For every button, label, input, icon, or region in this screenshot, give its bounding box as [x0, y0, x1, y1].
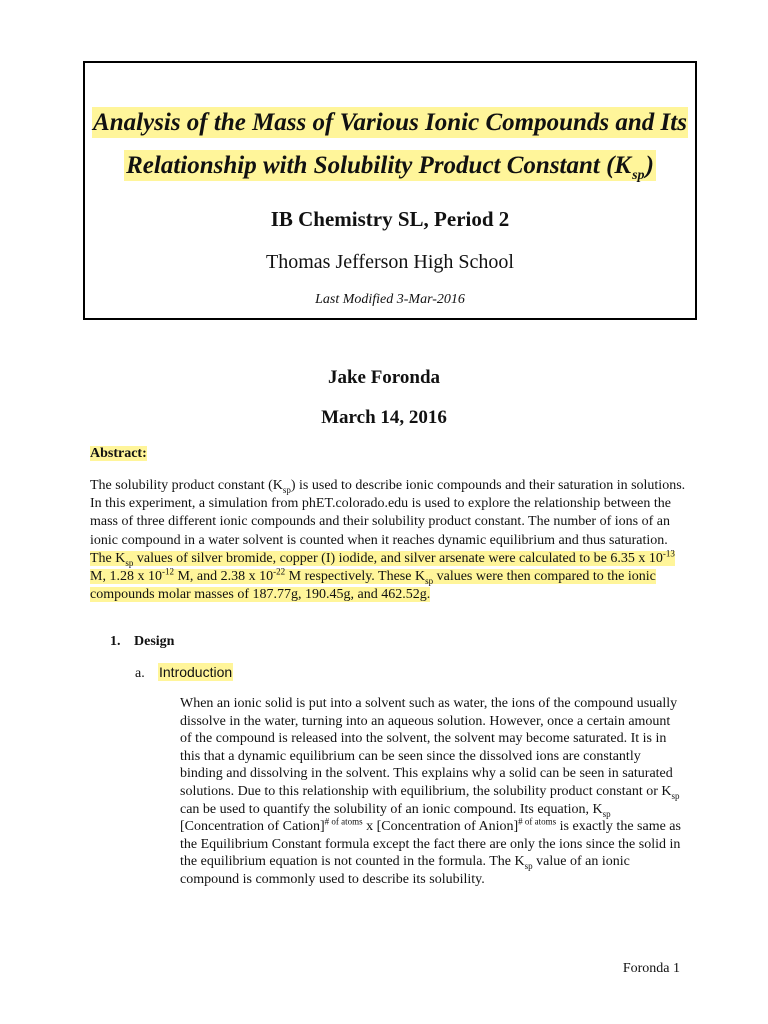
ksp-sub: sp	[671, 790, 680, 801]
hl-text-3: M, 1.28 x 10	[90, 569, 162, 585]
ksp-sub: sp	[125, 557, 134, 568]
title-box	[83, 61, 697, 320]
atoms-sup: # of atoms	[518, 816, 557, 827]
author-name: Jake Foronda	[327, 367, 441, 388]
exp-3: -22	[273, 566, 286, 577]
hl-text-1: The K	[90, 550, 126, 566]
intro-text-1: When an ionic solid is put into a solvent such as water, the ions of the compound usually dissolve in the water, turning into an aqueous solution. However, once a certain amount of the compound is released into the solvent, the solvent may become saturated. It is in this that a dynamic equilibrium can be seen since the dissolved ions are constantly binding and dissolving in the solvent. This explains why a solid can be seen in saturated solutions. Due to this relationship with equilibrium, the solubility product constant or K	[180, 696, 678, 799]
section-title: Design	[134, 634, 175, 649]
abstract-text-2: ) is used to describe ionic compounds and their saturation in solutions. In this experiment, a simulation from phET.colorado.edu is used to explore the relationship between the mass of three different ionic compounds and their solubility product constant. The number of ions of an ionic compound in a water solvent is counted when it reaches dynamic equilibrium and thus saturation.	[90, 478, 686, 548]
ksp-sub: sp	[602, 808, 611, 819]
title-text-1: Analysis of the Mass of Various Ionic Compounds and Its	[93, 109, 687, 136]
abstract-body	[90, 477, 690, 604]
abstract-heading	[90, 446, 147, 462]
report-date: March 14, 2016	[321, 407, 447, 428]
intro-text-4: x [Concentration of Anion]	[362, 819, 519, 835]
title-line-2	[85, 151, 695, 181]
ksp-sub: sp	[282, 484, 291, 495]
intro-text-3: [Concentration of Cation]	[180, 819, 325, 835]
intro-text-5: is exactly the same as the Equilibrium Constant formula except the fact there are only the ions since the solid in the equilibrium equation is not counted in the formula. The K	[180, 819, 681, 870]
title-line2-post: )	[645, 152, 654, 179]
intro-text-2: can be used to quantify the solubility of an ionic compound. Its equation, K	[180, 801, 603, 817]
page-footer: Foronda 1	[622, 961, 680, 976]
last-modified: Last Modified 3-Mar-2016	[315, 292, 465, 307]
exp-1: -13	[662, 548, 675, 559]
abstract-heading-text: Abstract:	[90, 446, 147, 461]
abstract-highlight	[90, 548, 675, 603]
school-name: Thomas Jefferson High School	[266, 251, 514, 273]
introduction-body	[180, 695, 685, 889]
hl-text-6: values were then compared to the ionic compounds molar masses of 187.77g, 190.45g, and 462.52g.	[90, 569, 656, 603]
subsection-introduction	[135, 664, 233, 682]
subsection-title: Introduction	[159, 664, 233, 680]
section-design	[110, 634, 174, 650]
ksp-sub: sp	[425, 575, 434, 586]
ksp-sub: sp	[524, 861, 533, 872]
title-line-1	[85, 108, 695, 138]
hl-text-5: M respectively. These K	[285, 569, 426, 585]
course-name: IB Chemistry SL, Period 2	[270, 207, 510, 231]
subsection-letter: a.	[135, 666, 145, 681]
title-text-2	[124, 150, 656, 181]
title-line2-pre: Relationship with Solubility Product Constant (K	[126, 152, 632, 179]
atoms-sup: # of atoms	[324, 816, 363, 827]
abstract-text-1: The solubility product constant (K	[90, 478, 283, 493]
section-number: 1.	[110, 634, 121, 649]
intro-text-6: value of an ionic compound is commonly used to describe its solubility.	[180, 854, 630, 887]
exp-2: -12	[161, 566, 174, 577]
hl-text-2: values of silver bromide, copper (I) iodide, and silver arsenate were calculated to be 6.35 x 10	[133, 550, 663, 566]
hl-text-4: M, and 2.38 x 10	[173, 569, 274, 585]
title-sub: sp	[632, 168, 645, 183]
